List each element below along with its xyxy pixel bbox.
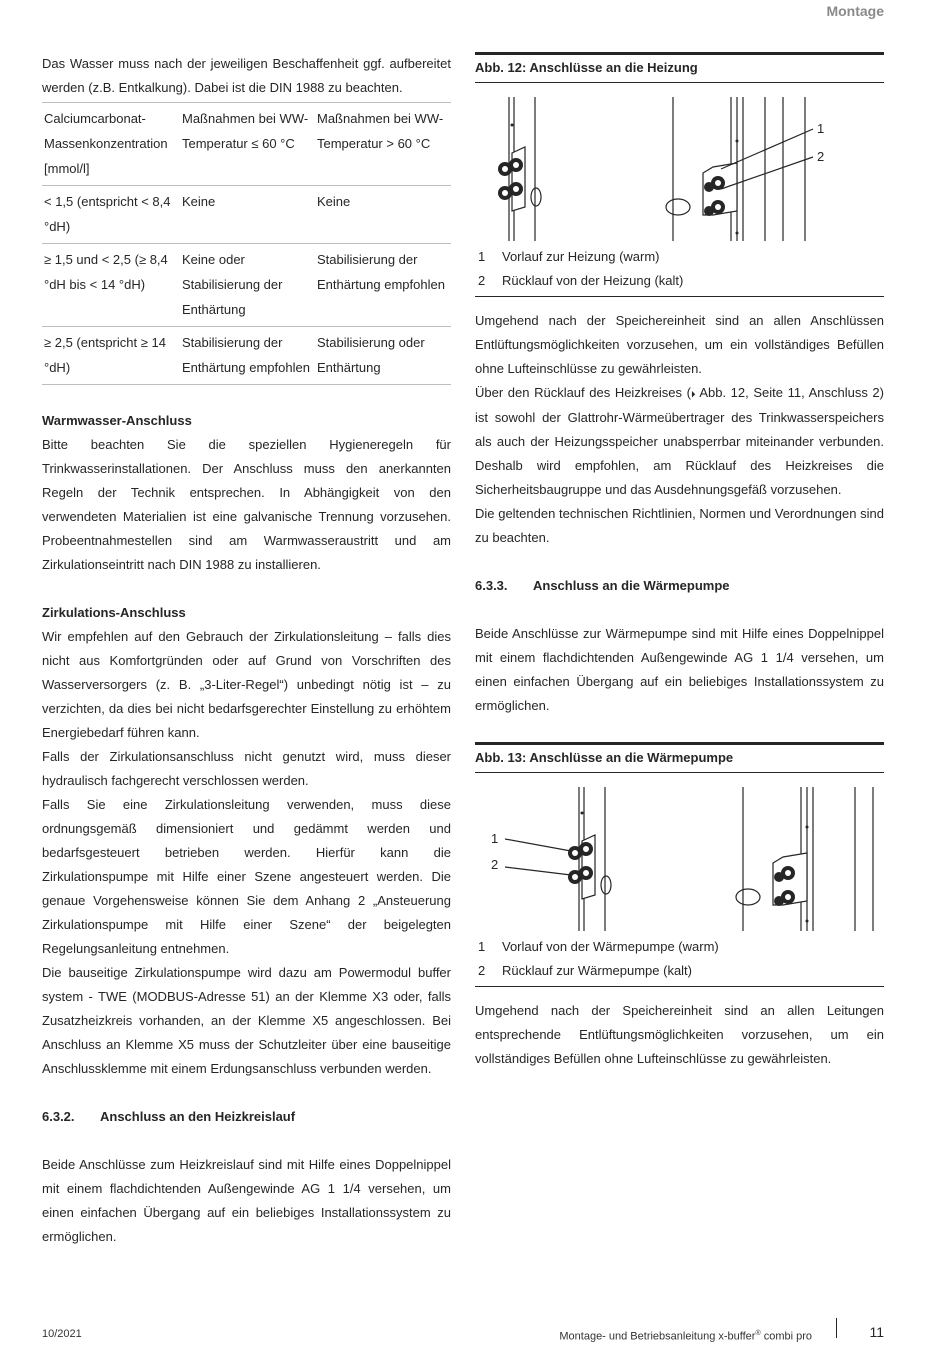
table-header-cell: Maßnahmen bei WW-Temperatur > 60 °C [315, 103, 451, 186]
zirkulation-paragraph-3: Falls Sie eine Zirkulationsleitung verwenden, muss diese ordnungsgemäß dimensioniert und gedämmt werden und bedarfsgesteuert betrieben werden. Hierfür kann die Zirkulationspumpe mit Hilfe einer Szene angesteuert werden. Die genaue Vorgehensweise können Sie dem Anhang 2 „Ansteuerung Zirkulationspumpe mit Hilfe einer Szene“ der beigelegten Regelungsanleitung entnehmen. [42, 797, 451, 956]
legend-item [475, 935, 884, 959]
figure-13-callout-2: 2 [491, 857, 499, 872]
table-header-row [42, 103, 451, 186]
left-column [42, 52, 451, 1249]
table-cell: Stabilisierung der Enthärtung empfohlen [315, 244, 451, 327]
section-633-heading [475, 574, 884, 598]
legend-text: Rücklauf von der Heizung (kalt) [502, 273, 684, 288]
reference-arrow-icon: ⏵ [690, 389, 696, 399]
figure-12-title: Abb. 12: Anschlüsse an die Heizung [475, 55, 884, 83]
table-header-cell: Calciumcarbonat-Massenkonzentration [mmol/l] [42, 103, 180, 186]
footer-doc-post: combi pro [760, 1330, 812, 1343]
figure-13-legend [475, 933, 884, 986]
table-cell: Stabilisierung oder Enthärtung [315, 327, 451, 385]
table-header-cell: Maßnahmen bei WW-Temperatur ≤ 60 °C [180, 103, 315, 186]
table-cell: Stabilisierung der Enthärtung empfohlen [180, 327, 315, 385]
intro-paragraph: Das Wasser muss nach der jeweiligen Beschaffenheit ggf. aufbereitet werden (z.B. Entkalkung). Dabei ist die DIN 1988 zu beachten. [42, 56, 451, 95]
section-632-paragraph: Beide Anschlüsse zum Heizkreislauf sind mit Hilfe eines Doppelnippel mit einem flachdichtenden Außengewinde AG 1 1/4 versehen, um einen einfachen Übergang auf ein beliebiges Installationssystem zu ermöglichen. [42, 1157, 451, 1244]
legend-item [475, 245, 884, 269]
zirkulation-heading: Zirkulations-Anschluss [42, 605, 186, 620]
table-cell: Keine [180, 186, 315, 244]
legend-text: Rücklauf zur Wärmepumpe (kalt) [502, 963, 692, 978]
legend-number: 2 [478, 963, 486, 978]
figure-12-legend [475, 243, 884, 296]
table-cell: ≥ 1,5 und < 2,5 (≥ 8,4 °dH bis < 14 °dH) [42, 244, 180, 327]
figure-13-drawing [475, 773, 884, 933]
warmwasser-paragraph: Bitte beachten Sie die speziellen Hygieneregeln für Trinkwasserinstallationen. Der Anschluss muss den anerkannten Regeln der Technik entsprechen. In Abhängigkeit von den verwendeten Materialien ist eine galvanische Trennung vorzusehen. Probeentnahmestellen sind am Warmwasseraustritt und am Zirkulationseintritt nach DIN 1988 zu installieren. [42, 437, 451, 572]
legend-number: 1 [478, 249, 486, 264]
section-633-paragraph: Beide Anschlüsse zur Wärmepumpe sind mit Hilfe eines Doppelnippel mit einem flachdichtenden Außengewinde AG 1 1/4 versehen, um einen einfachen Übergang auf ein beliebiges Installationssystem zu ermöglichen. [475, 626, 884, 713]
heating-paragraph-3: Die geltenden technischen Richtlinien, Normen und Verordnungen sind zu beachten. [475, 506, 884, 545]
zirkulation-paragraph-1: Wir empfehlen auf den Gebrauch der Zirkulationsleitung – falls dies nicht aus Komfortgründen oder auf Grund von Vorschriften des Wasserversorgers (z. B. „3-Liter-Regel“) unbedingt nötig ist – zu verzichten, da dies bei nicht bedarfsgerechter Einstellung zu erhöhtem Energiebedarf führen kann. [42, 629, 451, 740]
heating-paragraph-1: Umgehend nach der Speichereinheit sind an allen Anschlüssen Entlüftungsmöglichkeiten vorzusehen, um ein vollständiges Befüllen ohne Lufteinschlüsse zu gewährleisten. [475, 313, 884, 376]
figure-12-callout-2: 2 [817, 149, 825, 164]
heatpump-paragraph: Umgehend nach der Speichereinheit sind an allen Leitungen entsprechende Entlüftungsmöglichkeiten vorzusehen, um ein vollständiges Befüllen ohne Lufteinschlüsse zu gewährleisten. [475, 1003, 884, 1066]
legend-item [475, 269, 884, 293]
running-header: Montage [826, 3, 884, 19]
section-number: 6.3.2. [42, 1109, 75, 1124]
legend-number: 1 [478, 939, 486, 954]
table-row [42, 186, 451, 244]
footer-divider [836, 1318, 837, 1338]
page-number: 11 [869, 1324, 884, 1340]
heating-paragraph-2-pre: Über den Rücklauf des Heizkreises ( [475, 385, 691, 400]
zirkulation-paragraph-2: Falls der Zirkulationsanschluss nicht genutzt wird, muss dieser hydraulisch fachgerecht verschlossen werden. [42, 749, 451, 788]
water-hardness-table [42, 102, 451, 385]
section-title: Anschluss an den Heizkreislauf [100, 1109, 296, 1124]
figure-12-drawing [475, 83, 884, 243]
table-row [42, 327, 451, 385]
heating-paragraph-2-post: Abb. 12, Seite 11, Anschluss 2) ist sowohl der Glattrohr-Wärmeübertrager des Trinkwasserspeichers als auch der Heizungsspeicher unabsperrbar miteinander verbunden. Deshalb wird empfohlen, am Rücklauf des Heizkreises die Sicherheitsbaugruppe und das Ausdehnungsgefäß vorzusehen. [475, 385, 884, 497]
table-cell: Keine [315, 186, 451, 244]
warmwasser-heading: Warmwasser-Anschluss [42, 413, 192, 428]
footer-doc-reg: ® [755, 1330, 761, 1337]
legend-number: 2 [478, 273, 486, 288]
footer-document-title [559, 1326, 812, 1345]
section-632-heading [42, 1105, 451, 1129]
legend-item [475, 959, 884, 983]
table-cell: < 1,5 (entspricht < 8,4 °dH) [42, 186, 180, 244]
footer-date: 10/2021 [42, 1328, 82, 1340]
table-cell: ≥ 2,5 (entspricht ≥ 14 °dH) [42, 327, 180, 385]
figure-13-title: Abb. 13: Anschlüsse an die Wärmepumpe [475, 745, 884, 773]
table-cell: Keine oder Stabilisierung der Enthärtung [180, 244, 315, 327]
legend-text: Vorlauf zur Heizung (warm) [502, 249, 660, 264]
footer-doc-pre: Montage- und Betriebsanleitung x-buffer [559, 1330, 756, 1343]
figure-13 [475, 742, 884, 987]
section-title: Anschluss an die Wärmepumpe [533, 578, 730, 593]
heating-paragraph-2 [475, 381, 884, 502]
table-row [42, 244, 451, 327]
figure-13-callout-1: 1 [491, 831, 499, 846]
figure-12 [475, 52, 884, 297]
zirkulation-paragraph-4: Die bauseitige Zirkulationspumpe wird dazu am Powermodul buffer system - TWE (MODBUS-Adresse 51) an der Klemme X3 oder, falls Zusatzheizkreis vorhanden, an der Klemme X5 angeschlossen. Bei Anschluss an Klemme X5 muss der Schutzleiter über eine bauseitige Anschlussklemme mit einem Erdungsanschluss verbunden werden. [42, 965, 451, 1076]
legend-text: Vorlauf von der Wärmepumpe (warm) [502, 939, 719, 954]
figure-12-callout-1: 1 [817, 121, 825, 136]
section-number: 6.3.3. [475, 578, 508, 593]
right-column [475, 52, 884, 1071]
